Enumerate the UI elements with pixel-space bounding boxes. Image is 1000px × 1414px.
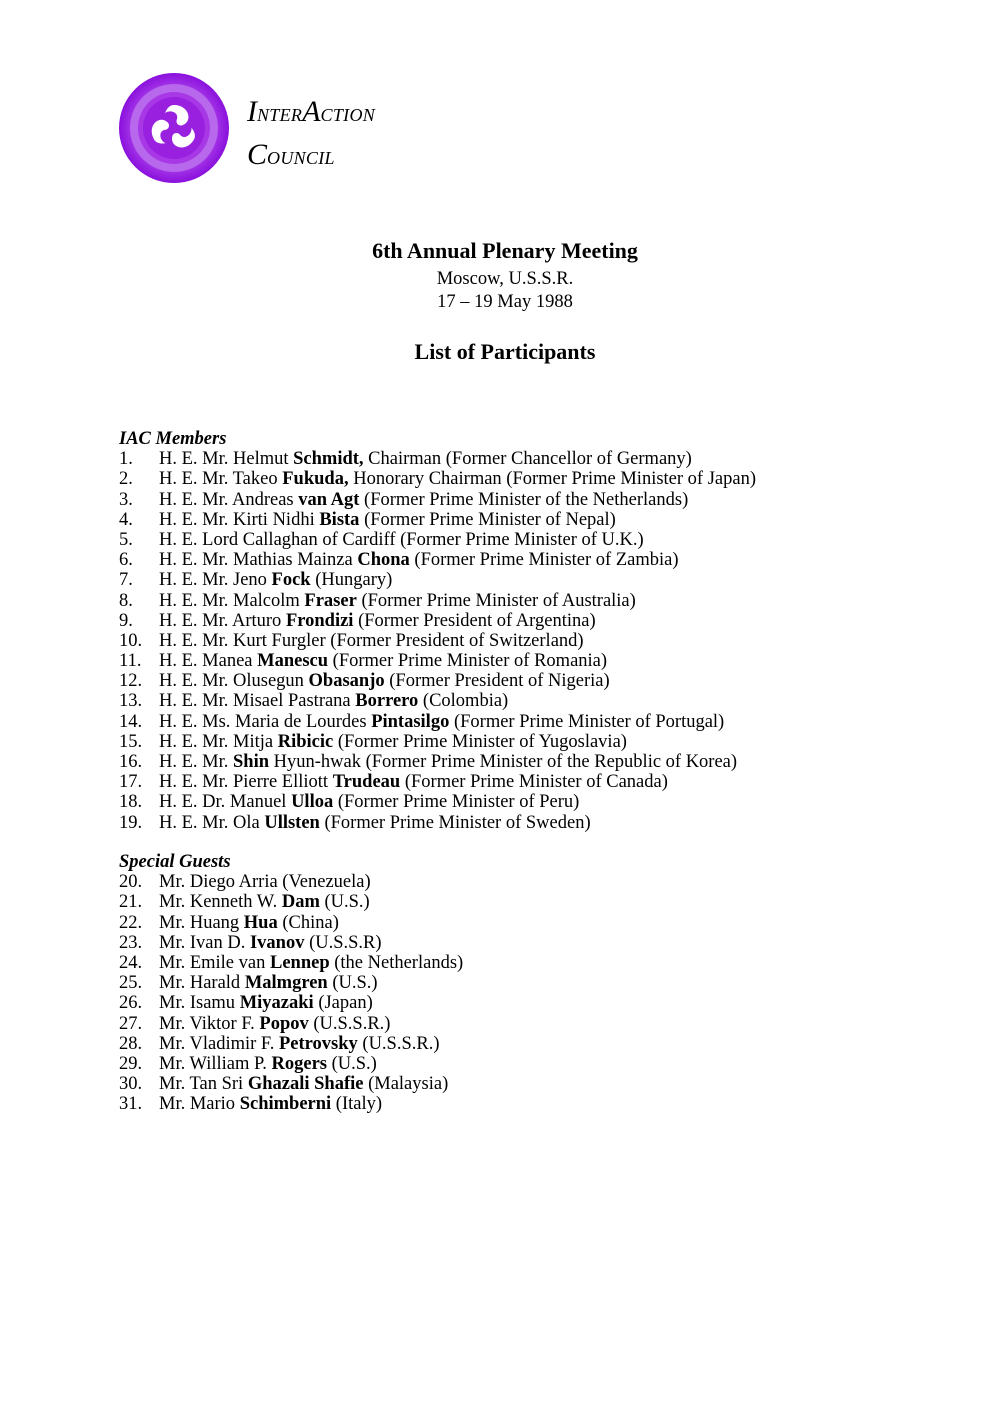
participant-surname: Ribicic — [277, 731, 334, 752]
participant-item — [119, 712, 979, 732]
participant-number: 4. — [119, 509, 133, 530]
participant-surname: Dam — [281, 892, 320, 913]
meeting-location: Moscow, U.S.S.R. — [436, 269, 574, 289]
participant-number: 21. — [119, 892, 143, 913]
participant-name-prefix: H. E. Mr. Kirti Nidhi — [159, 509, 320, 530]
participant-number: 25. — [119, 973, 143, 994]
participant-item — [119, 792, 979, 812]
participant-number: 13. — [119, 691, 143, 712]
participant-item — [119, 813, 979, 833]
section-heading: Special Guests — [119, 852, 231, 872]
participant-item — [119, 550, 979, 570]
participant-name-prefix: H. E. Mr. Malcolm — [159, 590, 305, 611]
participant-surname: Pintasilgo — [371, 711, 450, 732]
participant-surname: Obasanjo — [308, 671, 385, 692]
participant-number: 16. — [119, 752, 143, 772]
participant-surname: Hua — [243, 912, 278, 933]
participant-item — [119, 1094, 979, 1114]
participant-name-prefix: Mr. Diego Arria (Venezuela) — [159, 872, 371, 893]
participant-item — [119, 651, 979, 671]
participant-surname: Malmgren — [244, 973, 328, 994]
participant-name-prefix: H. E. Mr. Ola — [159, 812, 265, 833]
participant-item — [119, 691, 979, 711]
participant-number: 7. — [119, 570, 133, 591]
participant-name-prefix: H. E. Mr. Kurt Furgler (Former President of Switzerland) — [159, 630, 584, 651]
participant-name-prefix: H. E. Lord Callaghan of Cardiff (Former Prime Minister of U.K.) — [159, 529, 644, 550]
participant-number: 8. — [119, 590, 133, 611]
participant-number: 14. — [119, 711, 143, 732]
participant-item — [119, 953, 979, 973]
participant-name-prefix: H. E. Mr. Takeo — [159, 469, 283, 490]
organization-name-line1 — [247, 97, 375, 127]
participant-name-prefix: H. E. Ms. Maria de Lourdes — [159, 711, 372, 732]
participant-name-prefix: Mr. Mario — [159, 1094, 240, 1115]
participant-number: 26. — [119, 993, 143, 1014]
participant-surname: Ullsten — [264, 812, 320, 833]
participant-details: (China) — [277, 912, 339, 933]
participant-number: 30. — [119, 1074, 143, 1095]
participant-details: (Former Prime Minister of Nepal) — [359, 509, 616, 530]
participant-number: 17. — [119, 772, 143, 793]
participant-name-prefix: H. E. Mr. Helmut — [159, 449, 294, 470]
participant-item — [119, 913, 979, 933]
participant-item — [119, 993, 979, 1013]
participant-number: 10. — [119, 630, 143, 651]
participant-name-prefix: H. E. Mr. Pierre Elliott — [159, 772, 333, 793]
participant-surname: Shin — [233, 752, 270, 772]
participant-name-prefix: H. E. Dr. Manuel — [159, 792, 292, 813]
participant-name-prefix: H. E. Mr. Andreas — [159, 489, 299, 510]
participant-item — [119, 1014, 979, 1034]
participant-number: 28. — [119, 1033, 143, 1054]
participant-number: 19. — [119, 812, 143, 833]
participant-surname: Bista — [319, 509, 360, 530]
participant-details: (Former Prime Minister of Sweden) — [319, 812, 591, 833]
participant-number: 11. — [119, 651, 142, 672]
guests-section — [119, 852, 979, 1114]
interaction-council-logo-icon — [119, 73, 229, 183]
participant-surname: Miyazaki — [239, 993, 314, 1014]
logo-letter: I — [247, 95, 257, 128]
participant-name-prefix: H. E. Manea — [159, 651, 258, 672]
participant-number: 15. — [119, 731, 143, 752]
participant-surname: Fukuda, — [282, 469, 349, 490]
participant-details: (Former Prime Minister of Romania) — [328, 651, 608, 672]
participant-number: 3. — [119, 489, 133, 510]
participant-item — [119, 469, 979, 489]
organization-name — [247, 97, 375, 183]
participant-details: (U.S.) — [326, 1053, 377, 1074]
participant-details: (Italy) — [331, 1094, 383, 1115]
participant-name-prefix: Mr. Harald — [159, 973, 245, 994]
participant-details: (Former Prime Minister of Portugal) — [449, 711, 725, 732]
logo-letter: C — [247, 138, 268, 171]
participant-item — [119, 1054, 979, 1074]
participant-name-prefix: Mr. Huang — [159, 912, 244, 933]
participant-number: 20. — [119, 872, 143, 893]
participant-details: (U.S.S.R.) — [308, 1013, 391, 1034]
participant-number: 18. — [119, 792, 143, 813]
logo-letters: CTION — [320, 105, 376, 125]
participant-surname: Ivanov — [249, 932, 305, 953]
participant-details: (Malaysia) — [363, 1074, 449, 1095]
participant-name-prefix: Mr. Kenneth W. — [159, 892, 282, 913]
organization-name-line2 — [247, 140, 375, 170]
participant-details: (Japan) — [313, 993, 373, 1014]
participant-item — [119, 530, 979, 550]
logo-letters: NTER — [257, 105, 303, 125]
participant-item — [119, 933, 979, 953]
participant-details: (Former Prime Minister of Zambia) — [409, 550, 679, 571]
participant-details: (Former Prime Minister of the Netherlands) — [359, 489, 689, 510]
participant-surname: Rogers — [271, 1053, 327, 1074]
participant-details: (Former Prime Minister of Yugoslavia) — [333, 731, 627, 752]
participant-name-prefix: Mr. Viktor F. — [159, 1013, 260, 1034]
meeting-dates: 17 – 19 May 1988 — [437, 292, 573, 312]
participant-name-prefix: H. E. Mr. Mathias Mainza — [159, 550, 358, 571]
participant-surname: Manescu — [257, 651, 329, 672]
participant-surname: van Agt — [298, 489, 360, 510]
participant-number: 12. — [119, 671, 143, 692]
participant-surname: Petrovsky — [278, 1033, 358, 1054]
participant-name-prefix: H. E. Mr. Misael Pastrana — [159, 691, 356, 712]
participant-number: 23. — [119, 932, 143, 953]
participant-item — [119, 892, 979, 912]
participant-details: Hyun-hwak (Former Prime Minister of the Republic of Korea) — [269, 752, 738, 772]
participant-surname: Frondizi — [285, 610, 354, 631]
participant-surname: Fraser — [304, 590, 357, 611]
logo-letters: OUNCIL — [267, 148, 335, 168]
participant-item — [119, 772, 979, 792]
participant-name-prefix: H. E. Mr. Jeno — [159, 570, 272, 591]
participant-number: 29. — [119, 1053, 143, 1074]
participant-item — [119, 570, 979, 590]
participant-item — [119, 591, 979, 611]
participant-number: 2. — [119, 469, 133, 490]
participant-item — [119, 510, 979, 530]
participant-number: 6. — [119, 550, 133, 571]
participant-details: (Former Prime Minister of Australia) — [356, 590, 636, 611]
logo-letter: A — [302, 95, 321, 128]
participant-item — [119, 732, 979, 752]
participant-details: (Hungary) — [310, 570, 393, 591]
participant-item — [119, 973, 979, 993]
participant-details: Chairman (Former Chancellor of Germany) — [363, 449, 692, 470]
participant-item — [119, 1074, 979, 1094]
participant-surname: Ghazali Shafie — [247, 1074, 364, 1095]
list-title: List of Participants — [414, 339, 596, 364]
guests-list — [119, 872, 979, 1114]
participant-number: 24. — [119, 952, 143, 973]
section-heading: IAC Members — [119, 429, 227, 449]
participant-name-prefix: Mr. Vladimir F. — [159, 1033, 279, 1054]
participant-details: (U.S.) — [319, 892, 370, 913]
participant-number: 31. — [119, 1094, 143, 1115]
participant-surname: Ulloa — [291, 792, 334, 813]
participant-name-prefix: Mr. Ivan D. — [159, 932, 250, 953]
participant-surname: Schmidt, — [293, 449, 364, 470]
participant-item — [119, 631, 979, 651]
participant-number: 5. — [119, 529, 133, 550]
participant-item — [119, 872, 979, 892]
participant-name-prefix: H. E. Mr. Olusegun — [159, 671, 309, 692]
participant-number: 1. — [119, 449, 133, 470]
participant-details: (Former President of Nigeria) — [384, 671, 610, 692]
participant-surname: Trudeau — [332, 772, 401, 793]
members-section — [119, 429, 979, 833]
participant-number: 27. — [119, 1013, 143, 1034]
participant-name-prefix: Mr. Emile van — [159, 952, 270, 973]
participant-name-prefix: H. E. Mr. Mitja — [159, 731, 278, 752]
participant-details: (Former Prime Minister of Peru) — [333, 792, 580, 813]
participant-surname: Lennep — [269, 952, 330, 973]
participant-details: (Former President of Argentina) — [353, 610, 596, 631]
participant-item — [119, 611, 979, 631]
members-list — [119, 449, 979, 833]
participant-details: Honorary Chairman (Former Prime Minister of Japan) — [348, 469, 756, 490]
participant-name-prefix: Mr. William P. — [159, 1053, 272, 1074]
participant-number: 9. — [119, 610, 133, 631]
participant-item — [119, 490, 979, 510]
participant-details: (U.S.) — [327, 973, 378, 994]
participant-surname: Borrero — [355, 691, 419, 712]
participant-item — [119, 671, 979, 691]
participant-surname: Popov — [259, 1013, 309, 1034]
participant-item — [119, 449, 979, 469]
participant-name-prefix: H. E. Mr. Arturo — [159, 610, 286, 631]
participant-details: (Colombia) — [418, 691, 509, 712]
participant-surname: Schimberni — [239, 1094, 332, 1115]
participant-surname: Fock — [271, 570, 311, 591]
participant-number: 22. — [119, 912, 143, 933]
participant-surname: Chona — [357, 550, 410, 571]
participant-name-prefix: Mr. Isamu — [159, 993, 240, 1014]
participant-name-prefix: Mr. Tan Sri — [159, 1074, 248, 1095]
participant-item — [119, 752, 979, 772]
participant-item — [119, 1034, 979, 1054]
participant-details: (U.S.S.R) — [304, 932, 382, 953]
meeting-title: 6th Annual Plenary Meeting — [372, 238, 638, 263]
participant-details: (Former Prime Minister of Canada) — [400, 772, 668, 793]
participant-details: (the Netherlands) — [329, 952, 464, 973]
participant-details: (U.S.S.R.) — [357, 1033, 440, 1054]
participant-name-prefix: H. E. Mr. — [159, 752, 233, 772]
